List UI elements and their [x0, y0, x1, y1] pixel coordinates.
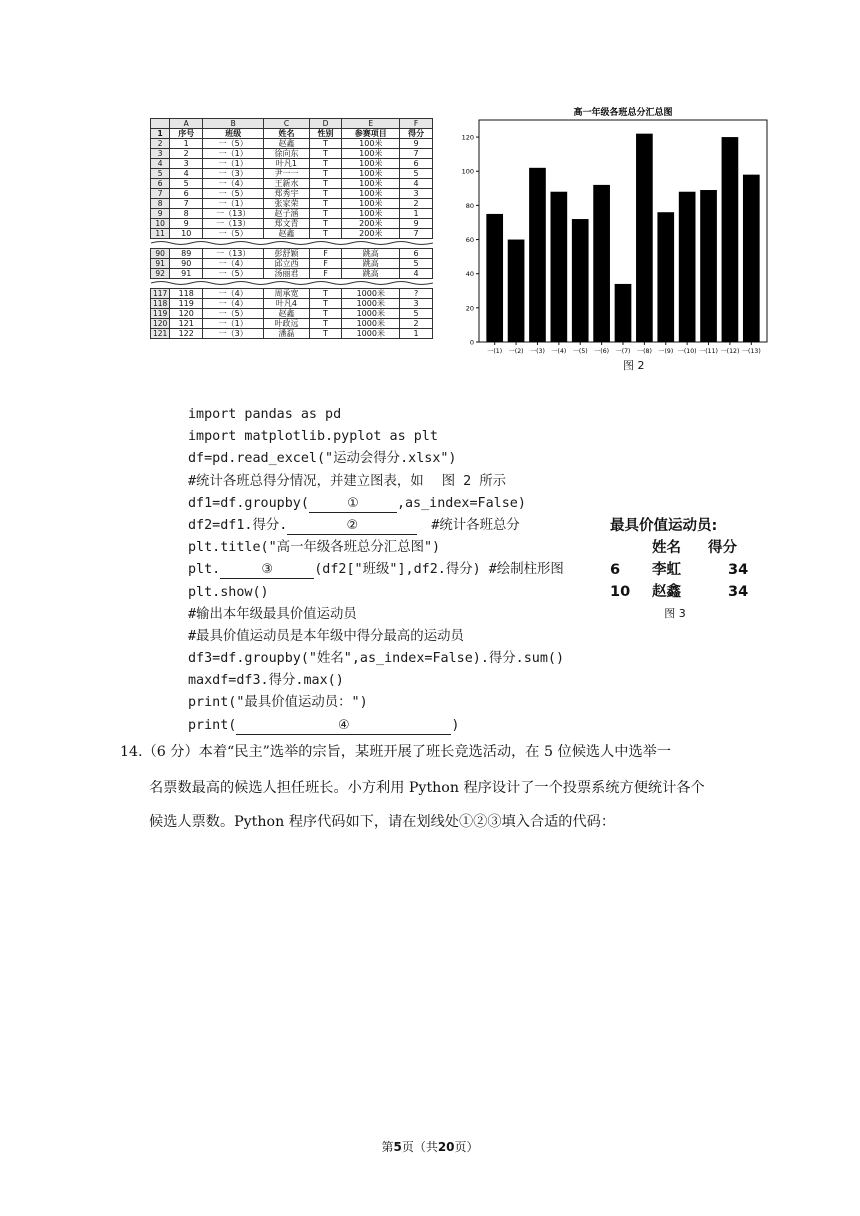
sheet-cell: T — [309, 179, 342, 189]
sheet-cell: 1000米 — [342, 329, 400, 339]
sheet-cell: 一（5） — [203, 229, 264, 239]
sheet-cell: 一（5） — [203, 309, 264, 319]
table-row — [151, 139, 433, 149]
sheet-cell: T — [309, 219, 342, 229]
row-number: 11 — [151, 229, 170, 239]
sheet-cell: A — [170, 119, 203, 129]
x-tick-label: 一(12) — [720, 348, 740, 355]
table-row — [151, 219, 433, 229]
x-tick-label: 一(10) — [677, 348, 697, 355]
sheet-cell: 跳高 — [342, 259, 400, 269]
output-col-name: 姓名 — [652, 540, 681, 556]
answer-blank-2[interactable]: ② — [287, 518, 417, 535]
sheet-cell: T — [309, 299, 342, 309]
table-row — [151, 209, 433, 219]
sheet-cell: 2 — [170, 149, 203, 159]
row-number: 117 — [151, 289, 170, 299]
bar — [657, 212, 674, 342]
sheet-cell: 100米 — [342, 209, 400, 219]
sheet-cell: 5 — [170, 179, 203, 189]
sheet-cell: 5 — [400, 169, 433, 179]
y-tick-label: 0 — [469, 338, 474, 347]
sheet-cell: 2 — [400, 319, 433, 329]
output-score: 34 — [728, 584, 749, 600]
output-index: 6 — [610, 562, 621, 578]
sheet-cell: 100米 — [342, 199, 400, 209]
sheet-cell: 邱立西 — [264, 259, 309, 269]
output-name: 李虹 — [652, 562, 681, 578]
code-line: #最具价值运动员是本年级中得分最高的运动员 — [188, 628, 464, 644]
sheet-cell: T — [309, 189, 342, 199]
sheet-cell: 一（13） — [203, 249, 264, 259]
code-line: import pandas as pd — [188, 407, 342, 422]
sheet-cell: 3 — [400, 189, 433, 199]
question-line: 候选人票数。Python 程序代码如下，请在划线处①②③填入合适的代码： — [149, 814, 616, 830]
sheet-cell: 赵鑫 — [264, 309, 309, 319]
sheet-cell: F — [309, 249, 342, 259]
page-total: 20 — [437, 1140, 455, 1154]
bar — [486, 214, 503, 342]
sheet-cell: T — [309, 309, 342, 319]
table-row — [151, 199, 433, 209]
sheet-cell: 7 — [400, 149, 433, 159]
sheet-cell: 序号 — [170, 129, 203, 139]
row-number: 5 — [151, 169, 170, 179]
sheet-cell: 91 — [170, 269, 203, 279]
sheet-cell: 9 — [400, 139, 433, 149]
sheet-cell: 2 — [400, 199, 433, 209]
sheet-cell: 200米 — [342, 229, 400, 239]
bar — [551, 192, 568, 342]
sheet-cell: T — [309, 169, 342, 179]
x-tick-label: 一(7) — [615, 348, 631, 355]
spreadsheet-figure — [150, 118, 432, 368]
sheet-cell: 郑文青 — [264, 219, 309, 229]
sheet-cell: 7 — [170, 199, 203, 209]
sheet-cell: 118 — [170, 289, 203, 299]
sheet-cell: F — [400, 119, 433, 129]
answer-blank-1[interactable]: ① — [309, 496, 397, 513]
sheet-cell: 跳高 — [342, 269, 400, 279]
answer-blank-3[interactable]: ③ — [220, 562, 314, 579]
row-number: 120 — [151, 319, 170, 329]
code-line: df=pd.read_excel("运动会得分.xlsx") — [188, 451, 457, 467]
table-row — [151, 269, 433, 279]
row-number: 90 — [151, 249, 170, 259]
table-row — [151, 329, 433, 339]
code-line — [188, 515, 618, 537]
bar — [572, 219, 589, 342]
sheet-cell: 9 — [170, 219, 203, 229]
table-row — [151, 159, 433, 169]
output-header-row — [610, 537, 760, 559]
sheet-cell: 9 — [400, 219, 433, 229]
x-tick-label: 一(13) — [741, 348, 761, 355]
sheet-cell: 5 — [400, 259, 433, 269]
row-number: 9 — [151, 209, 170, 219]
row-number: 121 — [151, 329, 170, 339]
sheet-cell: 1000米 — [342, 309, 400, 319]
y-tick-label: 60 — [465, 236, 474, 245]
sheet-cell: T — [309, 209, 342, 219]
sheet-cell: 一（1） — [203, 319, 264, 329]
sheet-cell: 赵子涵 — [264, 209, 309, 219]
sheet-cell: 一（3） — [203, 329, 264, 339]
code-text: print( — [188, 717, 237, 733]
question-line: 名票数最高的候选人担任班长。小方利用 Python 程序设计了一个投票系统方便统计各个 — [149, 780, 705, 796]
sheet-cell: 100米 — [342, 189, 400, 199]
y-tick-label: 20 — [465, 304, 474, 313]
code-line: df3=df.groupby("姓名",as_index=False).得分.sum() — [188, 651, 565, 667]
sheet-cell: F — [309, 269, 342, 279]
footer-text: 第 — [381, 1140, 394, 1154]
sheet-cell: 1 — [400, 209, 433, 219]
sheet-cell: C — [264, 119, 309, 129]
sheet-cell: T — [309, 329, 342, 339]
output-score: 34 — [728, 562, 749, 578]
sheet-cell: 90 — [170, 259, 203, 269]
sheet-cell: 一（13） — [203, 209, 264, 219]
table-row — [151, 149, 433, 159]
sheet-cell: 汤丽君 — [264, 269, 309, 279]
sheet-cell: 1 — [400, 329, 433, 339]
code-line — [188, 715, 618, 737]
sheet-cell: E — [342, 119, 400, 129]
sheet-cell: 一（3） — [203, 169, 264, 179]
sheet-cell: 100米 — [342, 149, 400, 159]
code-comment: #统计各班总分 — [431, 517, 520, 533]
row-number: 2 — [151, 139, 170, 149]
sheet-cell: 一（4） — [203, 259, 264, 269]
sheet-cell: 1000米 — [342, 299, 400, 309]
code-comment-ref: 图 2 所示 — [441, 473, 507, 489]
x-tick-label: 一(9) — [658, 348, 674, 355]
code-line: print("最具价值运动员：") — [188, 695, 368, 711]
sheet-cell: 100米 — [342, 179, 400, 189]
table-row — [151, 309, 433, 319]
bar — [508, 240, 525, 342]
row-number: 4 — [151, 159, 170, 169]
code-text: ,as_index=False) — [396, 495, 526, 511]
code-line: import matplotlib.pyplot as plt — [188, 429, 438, 445]
sheet-cell: 叶凡1 — [264, 159, 309, 169]
sheet-cell: 徐向东 — [264, 149, 309, 159]
bar — [679, 192, 696, 342]
x-tick-label: 一(11) — [699, 348, 718, 355]
row-number: 118 — [151, 299, 170, 309]
sheet-cell: 张家荣 — [264, 199, 309, 209]
bar-chart — [455, 102, 775, 370]
bar — [615, 284, 632, 342]
figure3-caption: 图 3 — [664, 607, 686, 620]
sheet-cell: 6 — [400, 249, 433, 259]
table-row — [151, 229, 433, 239]
bar — [743, 175, 760, 342]
code-text: (df2["班级"],df2.得分) #绘制柱形图 — [314, 562, 564, 578]
row-number: 7 — [151, 189, 170, 199]
sheet-cell: 5 — [400, 309, 433, 319]
sheet-cell: 叶政远 — [264, 319, 309, 329]
table-row — [151, 319, 433, 329]
column-letters-row — [151, 119, 433, 129]
sheet-cell: 一（5） — [203, 269, 264, 279]
sheet-cell: 一（1） — [203, 159, 264, 169]
code-line: plt.show() — [188, 584, 269, 600]
sheet-cell: 尹一一 — [264, 169, 309, 179]
y-tick-label: 40 — [465, 270, 474, 279]
footer-text: 页（共 — [401, 1140, 438, 1154]
output-col-score: 得分 — [708, 540, 737, 556]
sheet-cell: 200米 — [342, 219, 400, 229]
table-row — [151, 169, 433, 179]
sheet-cell: B — [203, 119, 264, 129]
sheet-cell: 89 — [170, 249, 203, 259]
row-number: 3 — [151, 149, 170, 159]
x-tick-label: 一(6) — [594, 348, 610, 355]
code-text: ) — [451, 717, 460, 733]
chart-title: 高一年级各班总分汇总图 — [573, 108, 673, 118]
sheet-cell: 4 — [400, 179, 433, 189]
sheet-cell: 赵鑫 — [264, 139, 309, 149]
table-row — [151, 249, 433, 259]
code-line: maxdf=df3.得分.max() — [188, 673, 344, 689]
sheet-cell: 郑秀宇 — [264, 189, 309, 199]
bar — [700, 190, 717, 342]
sheet-cell: 4 — [400, 269, 433, 279]
x-tick-label: 一(4) — [551, 348, 567, 355]
x-tick-label: 一(1) — [487, 348, 503, 355]
sheet-cell: 3 — [400, 299, 433, 309]
sheet-cell: 潘磊 — [264, 329, 309, 339]
sheet-cell: T — [309, 319, 342, 329]
sheet-cell: 一（1） — [203, 199, 264, 209]
output-row — [610, 581, 760, 603]
sheet-cell: D — [309, 119, 342, 129]
row-number: 119 — [151, 309, 170, 319]
sheet-cell: 6 — [400, 159, 433, 169]
code-text: plt. — [188, 562, 221, 578]
spreadsheet-table — [150, 118, 433, 339]
output-name: 赵鑫 — [652, 584, 681, 600]
sheet-cell: 10 — [170, 229, 203, 239]
code-line — [188, 493, 618, 515]
row-number: 91 — [151, 259, 170, 269]
page-number: 5 — [393, 1140, 402, 1154]
row-number: 6 — [151, 179, 170, 189]
output-figure — [610, 515, 760, 625]
x-tick-label: 一(8) — [636, 348, 652, 355]
code-line — [188, 559, 621, 581]
row-number: 8 — [151, 199, 170, 209]
code-text: df2=df1.得分. — [188, 517, 288, 533]
sheet-cell: T — [309, 199, 342, 209]
sheet-cell: 1000米 — [342, 289, 400, 299]
figure2-caption: 图 2 — [623, 359, 645, 372]
sheet-cell: 班级 — [203, 129, 264, 139]
sheet-cell: 彭舒颖 — [264, 249, 309, 259]
footer-text: 页） — [454, 1140, 479, 1154]
sheet-cell: 120 — [170, 309, 203, 319]
sheet-cell: 3 — [170, 159, 203, 169]
row-break — [151, 239, 433, 249]
sheet-cell: 一（4） — [203, 299, 264, 309]
y-tick-label: 80 — [465, 201, 474, 210]
sheet-cell: 一（4） — [203, 179, 264, 189]
bar — [593, 185, 610, 342]
sheet-cell: 周承宽 — [264, 289, 309, 299]
header-row — [151, 129, 433, 139]
sheet-cell: 1 — [170, 139, 203, 149]
question-line: 14.（6 分）本着“民主”选举的宗旨，某班开展了班长竞选活动，在 5 位候选人中选举一 — [120, 744, 672, 760]
sheet-cell: 一（4） — [203, 289, 264, 299]
sheet-cell: T — [309, 149, 342, 159]
row-number: 92 — [151, 269, 170, 279]
sheet-cell: 叶凡4 — [264, 299, 309, 309]
sheet-cell: 一（13） — [203, 219, 264, 229]
table-row — [151, 259, 433, 269]
output-row — [610, 559, 760, 581]
answer-blank-4[interactable]: ④ — [236, 718, 451, 735]
row-number: 10 — [151, 219, 170, 229]
bar — [529, 168, 546, 342]
sheet-cell: 性别 — [309, 129, 342, 139]
sheet-cell: 1000米 — [342, 319, 400, 329]
sheet-cell: 王新水 — [264, 179, 309, 189]
code-line: #输出本年级最具价值运动员 — [188, 606, 357, 622]
page-footer — [0, 1138, 860, 1155]
sheet-cell: 一（5） — [203, 139, 264, 149]
sheet-cell: ? — [400, 289, 433, 299]
sheet-cell: 跳高 — [342, 249, 400, 259]
sheet-cell: T — [309, 289, 342, 299]
x-tick-label: 一(5) — [572, 348, 588, 355]
sheet-cell: 119 — [170, 299, 203, 309]
sheet-cell: 100米 — [342, 169, 400, 179]
sheet-cell: T — [309, 229, 342, 239]
sheet-cell: 100米 — [342, 139, 400, 149]
row-number: 1 — [151, 129, 170, 139]
table-row — [151, 179, 433, 189]
sheet-cell: 6 — [170, 189, 203, 199]
sheet-cell: 得分 — [400, 129, 433, 139]
row-break — [151, 279, 433, 289]
row-number — [151, 119, 170, 129]
table-row — [151, 299, 433, 309]
sheet-cell: 姓名 — [264, 129, 309, 139]
sheet-cell: 7 — [400, 229, 433, 239]
sheet-cell: 8 — [170, 209, 203, 219]
table-row — [151, 189, 433, 199]
sheet-cell: 100米 — [342, 159, 400, 169]
sheet-cell: 122 — [170, 329, 203, 339]
x-tick-label: 一(3) — [529, 348, 545, 355]
y-tick-label: 120 — [461, 133, 474, 142]
bar — [636, 134, 653, 342]
sheet-cell: 一（5） — [203, 189, 264, 199]
sheet-cell: T — [309, 159, 342, 169]
table-row — [151, 289, 433, 299]
code-comment: #统计各班总得分情况，并建立图表，如 — [188, 473, 424, 489]
sheet-cell: 赵鑫 — [264, 229, 309, 239]
output-title: 最具价值运动员: — [610, 518, 718, 534]
sheet-cell: 121 — [170, 319, 203, 329]
sheet-cell: 参赛项目 — [342, 129, 400, 139]
sheet-cell: 4 — [170, 169, 203, 179]
y-tick-label: 100 — [461, 167, 474, 176]
code-text: df1=df.groupby( — [188, 495, 309, 511]
code-line: plt.title("高一年级各班总分汇总图") — [188, 540, 441, 556]
output-index: 10 — [610, 584, 631, 600]
bar — [722, 137, 739, 342]
sheet-cell: F — [309, 259, 342, 269]
x-tick-label: 一(2) — [508, 348, 524, 355]
sheet-cell: 一（1） — [203, 149, 264, 159]
sheet-cell: T — [309, 139, 342, 149]
code-line — [188, 471, 618, 493]
